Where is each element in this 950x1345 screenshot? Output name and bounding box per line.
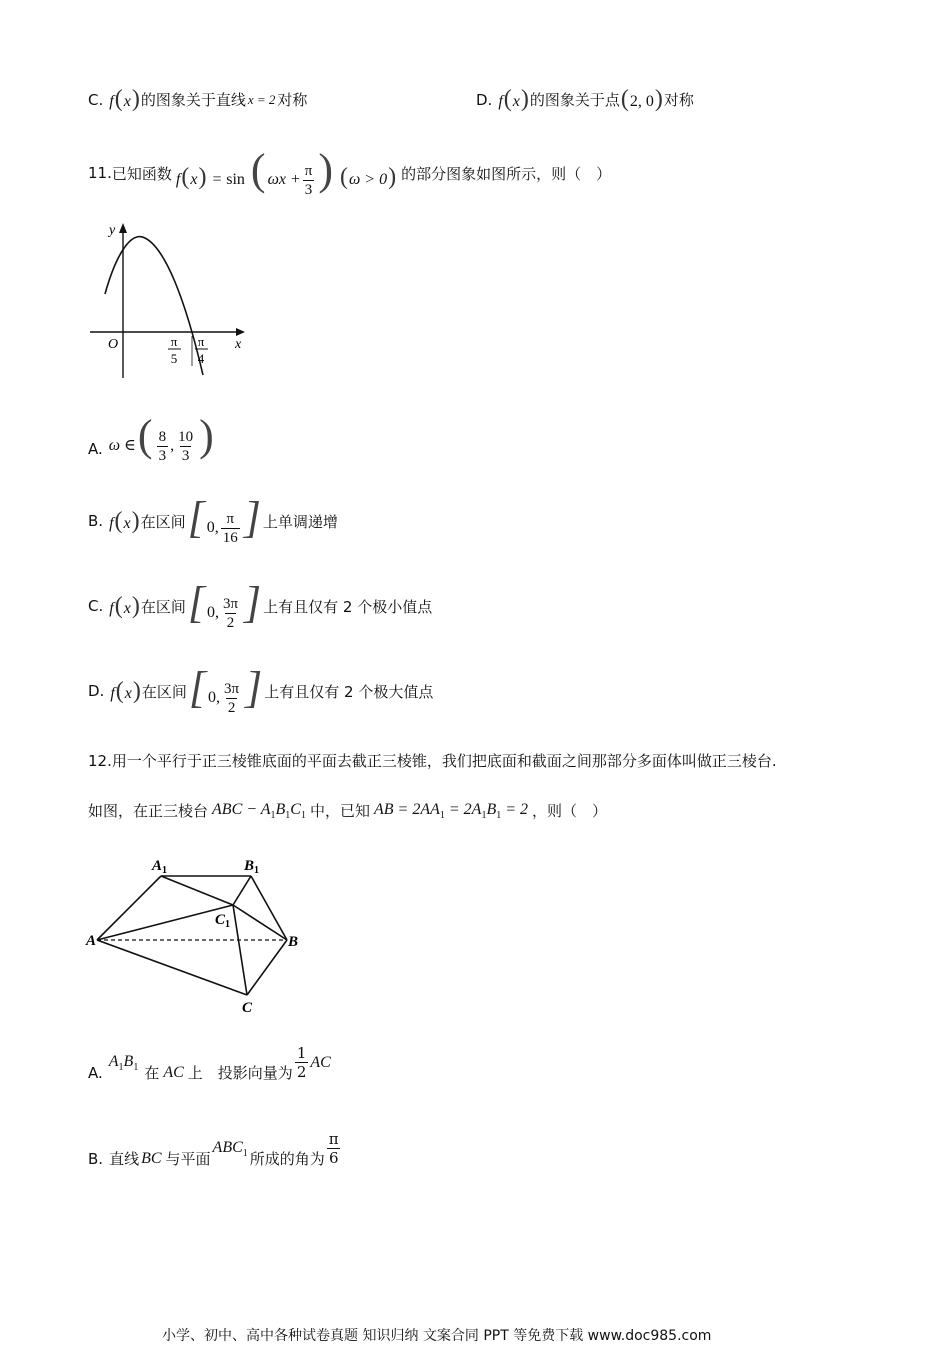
tick1-numerator: π: [170, 334, 178, 349]
y-label: y: [109, 223, 116, 238]
question-text: 中，已知: [309, 802, 370, 820]
edge-bc: [247, 940, 287, 995]
option-text: 对称: [277, 91, 308, 109]
question-text: ，则（ ）: [532, 802, 608, 820]
option-text: 上有且仅有 2 个极大值点: [264, 682, 434, 701]
edge-bb1: [251, 876, 287, 940]
edge-ac: [97, 940, 247, 995]
option-label: C.: [88, 90, 104, 109]
q10-option-d: [476, 86, 694, 113]
fraction-half: $\frac{1}{2}$: [296, 1044, 307, 1081]
y-axis-arrow-icon: [119, 223, 127, 233]
option-text: 在: [144, 1064, 160, 1082]
point: (2, 0): [620, 86, 663, 112]
vertex-label-a: A: [86, 933, 97, 949]
sine-curve: [105, 237, 203, 375]
tick1-denominator: 5: [170, 351, 178, 366]
x-label: x: [235, 337, 242, 352]
q12-stem-line2: [88, 800, 607, 821]
function-f: f(x): [109, 86, 140, 112]
question-intro: 已知函数: [111, 164, 172, 183]
page-footer: 小学、初中、高中各种试卷真题 知识归纳 文案合同 PPT 等免费下载 www.doc985.com: [162, 1328, 712, 1344]
option-label: D.: [88, 682, 105, 701]
edge-cc1: [233, 905, 247, 995]
vertex-label-b1: $B_1$: [244, 858, 260, 876]
line-bc: BC: [141, 1149, 162, 1167]
function-f: f(x): [109, 507, 140, 534]
tick2-denominator: 4: [197, 351, 205, 366]
fraction-pi-over-6: $\frac{\pi}{6}$: [328, 1130, 339, 1167]
edge-a1c1: [161, 876, 233, 905]
given-lengths: AB = $2AA_1 = 2A_1B_1 = 2$: [373, 800, 529, 821]
vertex-label-c1: $C_1$: [215, 912, 231, 930]
q11-stem: [88, 145, 612, 199]
option-text: 所成的角为: [249, 1150, 325, 1168]
question-text: 如图，在正三棱台: [88, 802, 209, 820]
x-axis-arrow-icon: [236, 328, 245, 336]
q11-option-d: [88, 663, 434, 717]
question-text: 用一个平行于正三棱锥底面的平面去截正三棱锥，我们把底面和截面之间那部分多面体叫做正三棱台.: [111, 752, 777, 770]
vertex-label-c: C: [242, 1000, 253, 1016]
vector-ac: AC: [163, 1063, 184, 1081]
interval: [ 0, $\frac{3\pi}{2}$ ]: [187, 578, 262, 631]
interval-omega: ω ∈( $\frac{8}{3}$ , $\frac{10}{3}$ ): [108, 411, 214, 464]
edge-ac1: [97, 905, 233, 940]
option-text: 与平面: [165, 1150, 211, 1168]
option-label: A.: [88, 440, 103, 459]
vector-a1b1: $A_1B_1$: [108, 1052, 139, 1073]
frustum-figure: [82, 848, 312, 1018]
function-graph: [85, 218, 255, 383]
option-text: 上单调递增: [262, 512, 338, 531]
q12-option-a: [88, 1042, 331, 1083]
origin-label: O: [108, 337, 119, 352]
q11-option-a: [88, 411, 216, 465]
option-label: C.: [88, 597, 104, 616]
option-text: 在区间: [140, 597, 186, 616]
question-number: 11.: [88, 164, 112, 183]
function-f: f(x): [109, 592, 140, 619]
edge-bc1: [233, 905, 287, 940]
question-tail: 的部分图象如图所示，则（ ）: [401, 164, 612, 183]
interval: [ 0, $\frac{\pi}{16}$ ]: [187, 493, 261, 546]
option-text: 上有且仅有 2 个极小值点: [263, 597, 433, 616]
option-text: 的图象关于点: [529, 91, 620, 109]
vector-ac: AC: [310, 1053, 331, 1071]
q11-option-b: [88, 493, 338, 547]
option-text: 在区间: [140, 512, 186, 531]
edge-b1c1: [233, 876, 251, 905]
option-label: B.: [88, 512, 104, 531]
option-label: D.: [476, 90, 493, 109]
option-label: A.: [88, 1063, 103, 1082]
option-label: B.: [88, 1149, 104, 1168]
frustum-name: ABC − $A_1B_1C_1$: [212, 800, 306, 821]
plane-abc1: $ABC_1$: [212, 1138, 248, 1159]
edge-aa1: [97, 876, 161, 940]
option-text: 上 投影向量为: [187, 1064, 293, 1082]
question-number: 12.: [88, 751, 112, 770]
q10-option-c: [88, 86, 307, 113]
vertex-label-b: B: [288, 934, 299, 950]
function-definition: f(x) = sin ( ωx + $\frac{\pi}{3}$ ) (ω > 0): [175, 145, 397, 198]
q12-stem-line1: [88, 750, 777, 771]
q11-option-c: [88, 578, 433, 632]
option-text: 直线: [109, 1150, 140, 1168]
vertex-label-a1: $A_1$: [152, 858, 168, 876]
function-f: f(x): [110, 677, 141, 704]
option-text: 对称: [663, 91, 694, 109]
function-f: f(x): [498, 86, 529, 112]
interval: [ 0, $\frac{3\pi}{2}$ ]: [188, 663, 263, 716]
option-text: 在区间: [141, 682, 187, 701]
q12-option-b: [88, 1128, 343, 1169]
tick2-numerator: π: [197, 334, 205, 349]
equation: x = 2: [247, 91, 276, 107]
option-text: 的图象关于直线: [140, 91, 246, 109]
